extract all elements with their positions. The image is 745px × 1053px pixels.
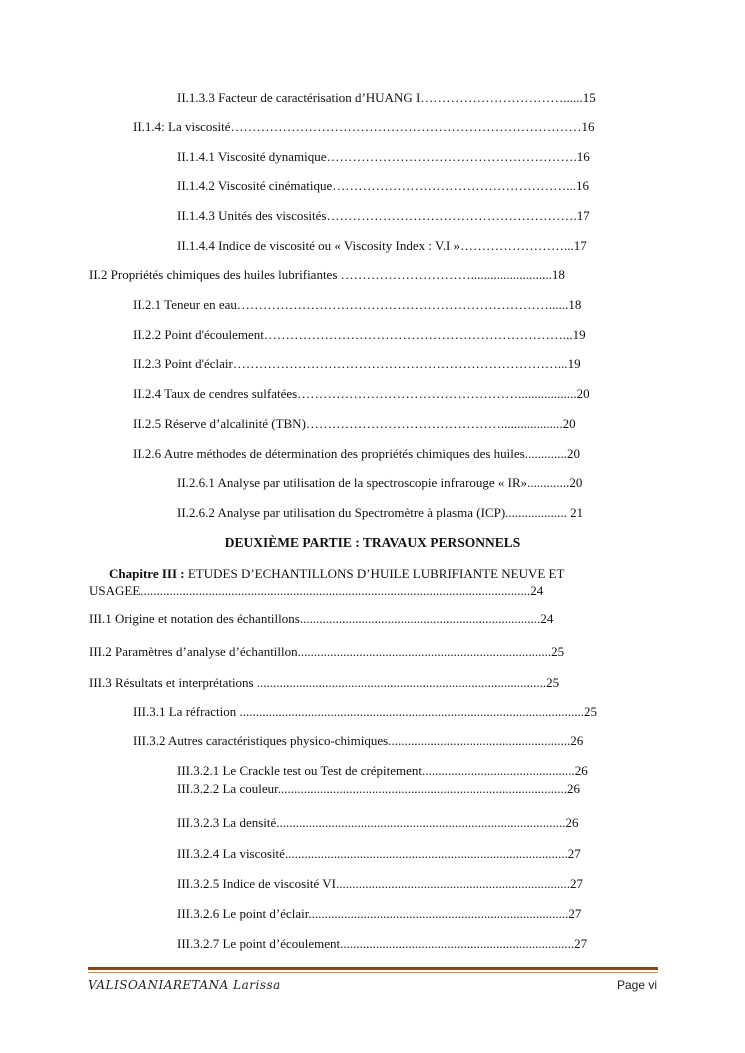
- footer-rule-thin: [88, 972, 658, 973]
- toc-entry: III.3.2.1 Le Crackle test ou Test de crépitement...............................................26: [177, 763, 588, 778]
- toc-entry: II.1.4: La viscosité………………………………………………………………………16: [133, 119, 595, 134]
- chapter-label: Chapitre III :: [109, 566, 185, 581]
- chapter-heading: [89, 565, 659, 599]
- toc-entry: II.2.4 Taux de cendres sulfatées……………………………………………..................20: [133, 386, 590, 401]
- toc-entry: II.2.1 Teneur en eau………………………………………………………………......18: [133, 297, 582, 312]
- toc-entry: II.2.6.1 Analyse par utilisation de la spectroscopie infrarouge « IR».............20: [177, 475, 583, 490]
- toc-entry: II.2.2 Point d'écoulement……………………………………………………………...19: [133, 327, 586, 342]
- toc-entry: II.1.3.3 Facteur de caractérisation d’HUANG I……………………………......15: [177, 90, 596, 105]
- footer-author: VALISOANIARETANA Larissa: [88, 978, 281, 992]
- toc-entry: III.3 Résultats et interprétations .........................................................................................25: [89, 675, 560, 690]
- chapter-title: ETUDES D’ECHANTILLONS D’HUILE LUBRIFIANTE NEUVE ET: [184, 566, 565, 581]
- toc-entry: III.2 Paramètres d’analyse d’échantillon..............................................................................25: [89, 644, 565, 659]
- toc-entry: III.3.2 Autres caractéristiques physico-chimiques........................................................26: [133, 733, 584, 748]
- toc-entry: III.3.1 La réfraction ..........................................................................................................25: [133, 704, 597, 719]
- toc-entry: II.2 Propriétés chimiques des huiles lubrifiantes ………………………….........................18: [89, 267, 565, 282]
- toc-entry: III.3.2.3 La densité.........................................................................................26: [177, 815, 579, 830]
- chapter-title-continuation: USAGEE........................................................................................................................24: [89, 583, 544, 598]
- toc-entry: III.3.2.2 La couleur.........................................................................................26: [177, 781, 580, 796]
- toc-entry: II.1.4.1 Viscosité dynamique………………………………………………….16: [177, 149, 590, 164]
- page-number: Page vi: [616, 978, 657, 992]
- part-title: DEUXIÈME PARTIE : TRAVAUX PERSONNELS: [224, 535, 521, 550]
- toc-entry: II.1.4.3 Unités des viscosités………………………………………………….17: [177, 208, 590, 223]
- toc-entry: II.2.6.2 Analyse par utilisation du Spectromètre à plasma (ICP)................... 21: [177, 505, 584, 520]
- toc-entry: II.1.4.4 Indice de viscosité ou « Viscosity Index : V.I »……………………...17: [177, 238, 587, 253]
- toc-entry: II.1.4.2 Viscosité cinématique………………………………………………...16: [177, 178, 590, 193]
- toc-entry: II.2.3 Point d'éclair…………………………………………………………………...19: [133, 356, 581, 371]
- toc-entry: III.1 Origine et notation des échantillons..........................................................................24: [89, 611, 554, 626]
- toc-entry: III.3.2.7 Le point d’écoulement........................................................................27: [177, 936, 588, 951]
- toc-entry: III.3.2.6 Le point d’éclair................................................................................27: [177, 906, 582, 921]
- footer-rule: [88, 967, 658, 970]
- toc-entry: II.2.5 Réserve d’alcalinité (TBN)………………………………………...................20: [133, 416, 576, 431]
- toc-entry: II.2.6 Autre méthodes de détermination des propriétés chimiques des huiles.............20: [133, 446, 580, 461]
- toc-entry: III.3.2.5 Indice de viscosité VI........................................................................27: [177, 876, 583, 891]
- toc-entry: III.3.2.4 La viscosité.......................................................................................27: [177, 846, 581, 861]
